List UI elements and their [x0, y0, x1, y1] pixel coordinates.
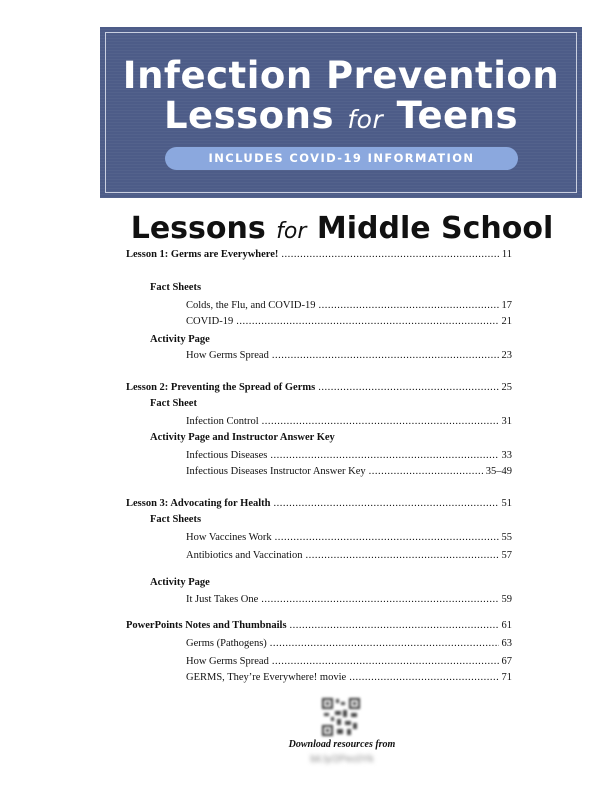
toc-entry [186, 414, 512, 430]
toc-dot-leader [281, 247, 498, 263]
toc-dot-leader [261, 592, 498, 608]
banner-title-lessons: Lessons [163, 94, 334, 137]
toc-entry-title: It Just Takes One [186, 594, 259, 605]
toc-dot-leader [272, 348, 499, 364]
toc-entry [150, 575, 210, 591]
toc-entry-page: 17 [501, 300, 512, 311]
toc-entry [150, 280, 201, 296]
toc-entry-title: Activity Page [150, 334, 210, 345]
toc-entry [126, 618, 512, 634]
toc-entry [186, 654, 512, 670]
toc-dot-leader [305, 548, 498, 564]
toc-entry-title: Infectious Diseases Instructor Answer Key [186, 466, 366, 477]
section-title-middle-school: Middle School [316, 211, 554, 246]
toc-dot-leader [349, 670, 498, 686]
toc-entry-title: Fact Sheet [150, 398, 197, 409]
toc-entry-title: Infectious Diseases [186, 450, 268, 461]
toc-entry-page: 21 [501, 316, 512, 327]
toc-entry-title: PowerPoints Notes and Thumbnails [126, 620, 287, 631]
toc-entry [150, 512, 201, 528]
toc-dot-leader [270, 448, 498, 464]
toc-dot-leader [273, 496, 498, 512]
toc-entry [186, 548, 512, 564]
toc-entry [186, 298, 512, 314]
section-title [0, 209, 612, 252]
toc-entry-title: How Germs Spread [186, 656, 269, 667]
toc-entry-page: 67 [501, 656, 512, 667]
toc-entry-page: 59 [501, 594, 512, 605]
toc-dot-leader [369, 464, 483, 480]
toc-entry [186, 670, 512, 686]
toc-entry-title: Lesson 2: Preventing the Spread of Germs [126, 382, 316, 393]
toc-dot-leader [262, 414, 499, 430]
section-title-for: for [276, 219, 307, 244]
toc-entry-page: 57 [501, 550, 512, 561]
section-title-lessons: Lessons [130, 211, 266, 246]
toc-entry [186, 636, 512, 652]
toc-entry-page: 51 [501, 498, 512, 509]
toc-entry [150, 332, 210, 348]
toc-entry-page: 11 [501, 249, 512, 260]
toc-dot-leader [270, 636, 499, 652]
toc-entry-title: Colds, the Flu, and COVID-19 [186, 300, 316, 311]
toc-dot-leader [272, 654, 499, 670]
banner-title-for: for [347, 105, 384, 134]
toc-entry [186, 530, 512, 546]
toc-entry-title: Antibiotics and Vaccination [186, 550, 303, 561]
toc-entry-title: Lesson 1: Germs are Everywhere! [126, 249, 279, 260]
banner-title-line2 [100, 96, 582, 140]
toc-entry-title: COVID-19 [186, 316, 234, 327]
toc-entry-title: Lesson 3: Advocating for Health [126, 498, 271, 509]
toc-entry-title: Fact Sheets [150, 514, 202, 525]
toc-entry-page: 33 [501, 450, 512, 461]
toc-entry-page: 31 [501, 416, 512, 427]
toc-dot-leader [236, 314, 498, 330]
toc-entry-title: How Germs Spread [186, 350, 269, 361]
toc-entry-title: Infection Control [186, 416, 259, 427]
qr-code-icon [321, 697, 361, 737]
toc-entry [126, 247, 512, 263]
toc-entry [186, 348, 512, 364]
download-label: Download resources from [288, 739, 396, 750]
toc-entry-page: 71 [501, 672, 512, 683]
toc-dot-leader [318, 380, 498, 396]
toc-entry [126, 380, 512, 396]
toc-entry [150, 396, 197, 412]
toc-entry [186, 448, 512, 464]
toc-entry-title: Activity Page [150, 577, 210, 588]
toc-entry-page: 35–49 [485, 466, 512, 477]
toc-entry-page: 61 [501, 620, 512, 631]
toc-entry [186, 464, 512, 480]
toc-entry-title: GERMS, They’re Everywhere! movie [186, 672, 347, 683]
toc-entry-title: How Vaccines Work [186, 532, 272, 543]
toc-entry-title: Activity Page and Instructor Answer Key [150, 432, 335, 443]
toc-entry [186, 592, 512, 608]
toc-dot-leader [319, 298, 499, 314]
banner-title-line1: Infection Prevention [122, 54, 560, 97]
covid-info-badge: INCLUDES COVID-19 INFORMATION [165, 147, 518, 170]
download-url[interactable]: bit.ly/2Pec0Yk [310, 754, 374, 765]
toc-entry [186, 314, 512, 330]
toc-entry [150, 430, 335, 446]
toc-dot-leader [275, 530, 499, 546]
toc-entry-page: 55 [501, 532, 512, 543]
toc-entry-title: Germs (Pathogens) [186, 638, 267, 649]
toc-entry-page: 63 [501, 638, 512, 649]
toc-entry-page: 25 [501, 382, 512, 393]
toc-entry-page: 23 [501, 350, 512, 361]
toc-dot-leader [290, 618, 499, 634]
banner-title-teens: Teens [396, 94, 519, 137]
toc-entry-title: Fact Sheets [150, 282, 202, 293]
toc-entry [126, 496, 512, 512]
